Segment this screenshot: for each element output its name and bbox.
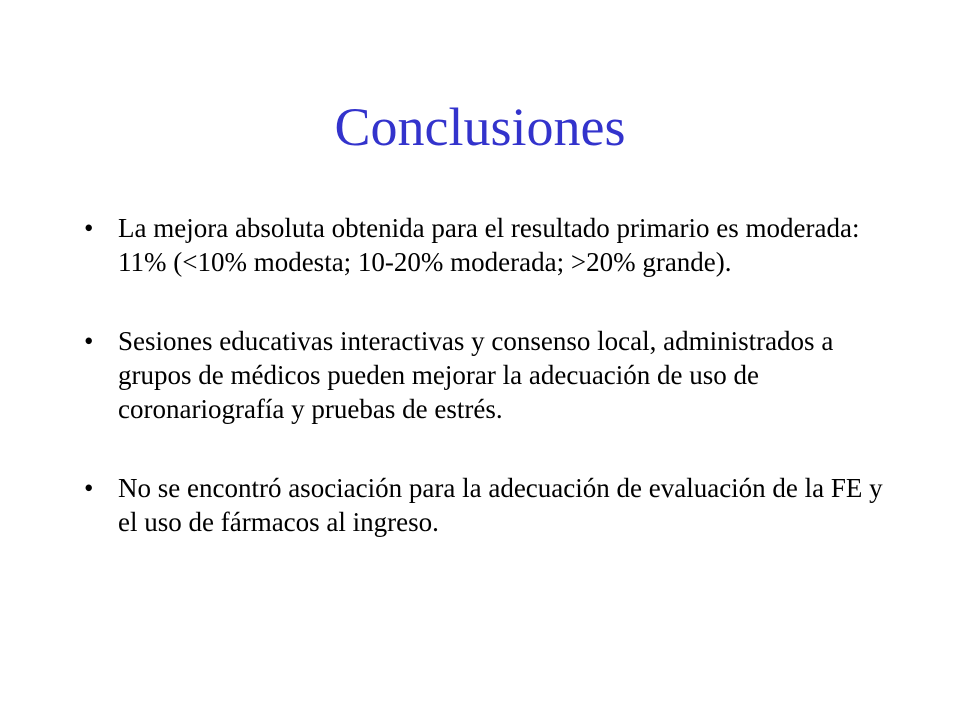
bullet-text: Sesiones educativas interactivas y consenso local, administrados a grupos de médicos pueden mejorar la adecuación de uso de coronariografía y pruebas de estrés. — [118, 326, 834, 424]
bullet-text: No se encontró asociación para la adecuación de evaluación de la FE y el uso de fármacos al ingreso. — [118, 473, 883, 537]
bullet-item — [84, 211, 884, 279]
bullet-marker: • — [84, 473, 94, 503]
bullet-text: La mejora absoluta obtenida para el resultado primario es moderada: 11% (<10% modesta; 10-20% moderada; >20% grande). — [118, 213, 860, 277]
bullet-marker: • — [84, 213, 94, 243]
bullet-item — [84, 471, 884, 539]
bullet-list — [84, 211, 884, 584]
bullet-marker: • — [84, 326, 94, 356]
bullet-item — [84, 324, 884, 426]
slide-title: Conclusiones — [334, 97, 626, 157]
